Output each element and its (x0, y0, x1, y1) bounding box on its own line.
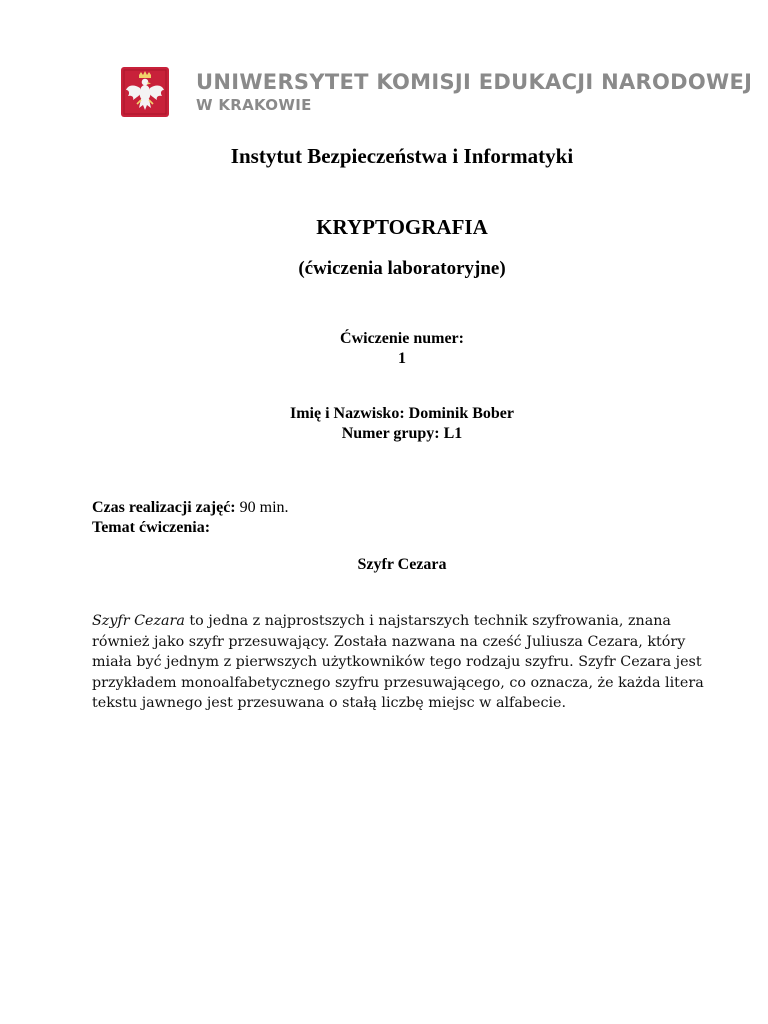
duration-label: Czas realizacji zajęć: (92, 499, 236, 516)
university-header (120, 66, 753, 122)
student-name: Imię i Nazwisko: Dominik Bober (290, 405, 514, 422)
topic-label: Temat ćwiczenia: (92, 519, 211, 536)
description-paragraph (92, 611, 722, 714)
polish-eagle-emblem-icon (120, 66, 170, 120)
paragraph-text: to jedna z najprostszych i najstarszych technik szyfrowania, znana również jako szyfr przesuwający. Została nazwana na cześć Juliusza Cezara, który miała być jednym z pierwszych użytkowników tego rodzaju szyfru. Szyfr Cezara jest przykładem monoalfabetycznego szyfru przesuwającego, co oznacza, że każda litera tekstu jawnego jest przesuwana o stałą liczbę miejsc w alfabecie. (92, 613, 704, 711)
course-title: KRYPTOGRAFIA (316, 215, 488, 239)
university-city: W KRAKOWIE (196, 96, 312, 114)
paragraph-italic-lead: Szyfr Cezara (92, 613, 185, 629)
course-subtitle: (ćwiczenia laboratoryjne) (298, 258, 506, 279)
institute-name: Instytut Bezpieczeństwa i Informatyki (230, 144, 574, 168)
university-name: UNIWERSYTET KOMISJI EDUKACJI NARODOWEJ (196, 70, 753, 94)
duration-value: 90 min. (235, 499, 289, 516)
exercise-label: Ćwiczenie numer: (340, 330, 464, 347)
exercise-number: 1 (398, 350, 406, 367)
duration-line (92, 499, 289, 517)
group-number: Numer grupy: L1 (341, 425, 463, 442)
topic-title: Szyfr Cezara (357, 556, 447, 573)
